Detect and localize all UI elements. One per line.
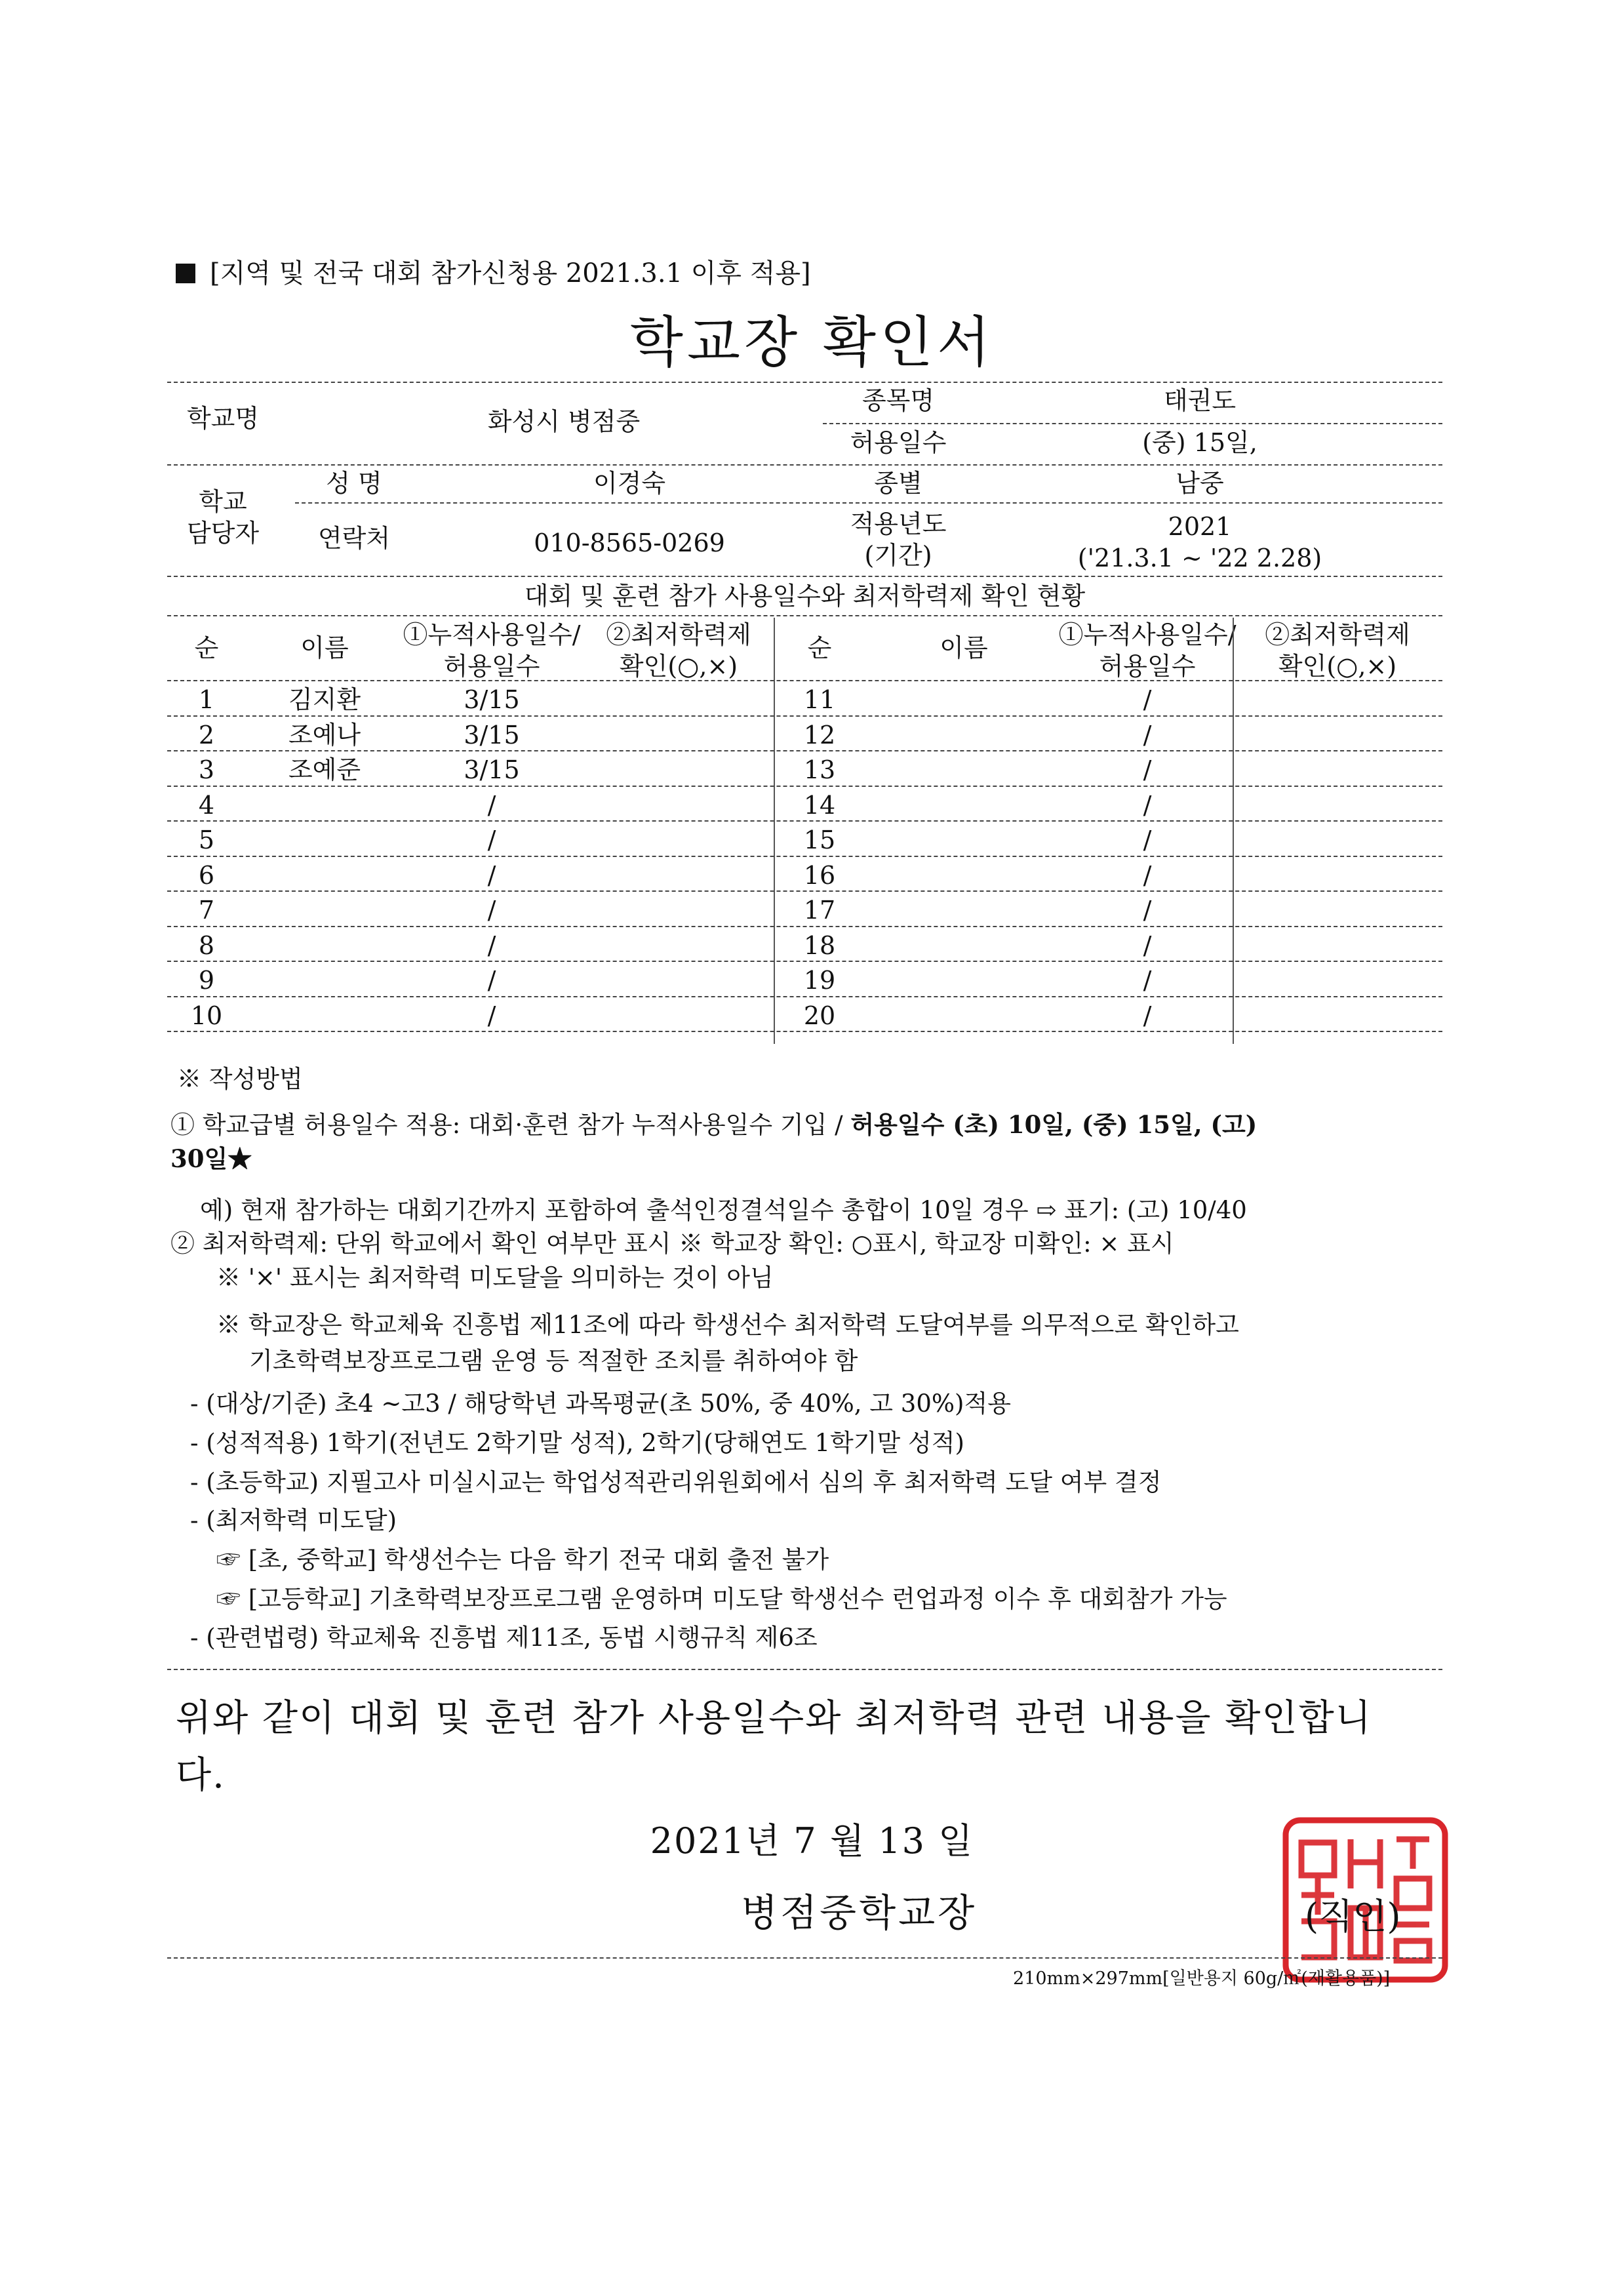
- allowed-days-value: (중) 15일,: [1142, 428, 1258, 457]
- table-cell-days: /: [1143, 790, 1152, 820]
- row-divider: [167, 961, 1442, 962]
- instruction-detail: - (초등학교) 지필고사 미실시교는 학업성적관리위원회에서 심의 후 최저학력 도달 여부 결정: [190, 1468, 1162, 1496]
- table-cell-no: 9: [198, 966, 215, 995]
- table-cell-days: /: [1143, 1001, 1152, 1030]
- instruction-note-2-cont: 기초학력보장프로그램 운영 등 적절한 조치를 취하여야 함: [249, 1347, 858, 1375]
- table-cell-no: 12: [803, 720, 836, 749]
- divider: [823, 502, 1442, 504]
- table-cell-no: 7: [198, 896, 215, 925]
- header-note-text: [지역 및 전국 대회 참가신청용 2021.3.1 이후 적용]: [210, 258, 811, 289]
- gender-value: 남중: [1176, 469, 1224, 498]
- sport-value: 태권도: [1163, 386, 1237, 415]
- instruction-note-1: ※ '×' 표시는 최저학력 미도달을 의미하는 것이 아님: [216, 1264, 774, 1292]
- instruction-item-2: ② 최저학력제: 단위 학교에서 확인 여부만 표시 ※ 학교장 확인: ○표시, 학교장 미확인: × 표시: [170, 1229, 1174, 1258]
- row-divider: [167, 820, 1442, 822]
- instruction-example: 예) 현재 참가하는 대회기간까지 포함하여 출석인정결석일수 총합이 10일 경우 ⇨ 표기: (고) 10/40: [200, 1196, 1247, 1224]
- instruction-subdetail: ☞ [초, 중학교] 학생선수는 다음 학기 전국 대회 출전 불가: [216, 1546, 829, 1574]
- row-divider: [167, 890, 1442, 892]
- table-cell-days: /: [1143, 966, 1152, 995]
- school-label: 학교명: [186, 404, 260, 433]
- divider: [167, 576, 1442, 577]
- square-bullet-icon: [176, 264, 195, 283]
- header-min: ②최저학력제 확인(○,×): [606, 620, 751, 681]
- document-date: 2021년 7 월 13 일: [650, 1820, 974, 1862]
- year-label: 적용년도 (기간): [850, 509, 947, 570]
- document-title: 학교장 확인서: [629, 310, 995, 374]
- divider: [167, 615, 1442, 616]
- instruction-item-1-text: ① 학교급별 허용일수 적용: 대회·훈련 참가 누적사용일수 기입 /: [170, 1111, 851, 1139]
- table-cell-days: /: [487, 896, 496, 925]
- name-value: 이경숙: [593, 469, 666, 498]
- row-divider: [167, 856, 1442, 857]
- gender-label: 종별: [874, 469, 922, 498]
- table-cell-no: 20: [803, 1001, 836, 1030]
- table-cell-no: 11: [803, 685, 836, 714]
- instruction-item-1: [170, 1105, 1257, 1140]
- table-cell-days: /: [487, 930, 496, 960]
- table-cell-name: 조예나: [288, 720, 361, 749]
- table-cell-days: /: [487, 826, 496, 854]
- table-cell-days: /: [487, 790, 496, 820]
- allowed-days-label: 허용일수: [850, 428, 947, 457]
- table-cell-no: 2: [198, 720, 215, 749]
- instruction-detail: - (최저학력 미도달): [190, 1506, 397, 1534]
- table-cell-no: 15: [803, 826, 836, 854]
- instruction-subdetail: ☞ [고등학교] 기초학력보장프로그램 운영하며 미도달 학생선수 런업과정 이수 후 대회참가 가능: [216, 1585, 1227, 1613]
- table-cell-days: /: [1143, 930, 1152, 960]
- table-cell-no: 19: [803, 966, 836, 995]
- instruction-item-1-bold: 허용일수 (초) 10일, (중) 15일, (고): [850, 1110, 1258, 1139]
- divider: [167, 382, 1442, 383]
- table-cell-no: 3: [198, 755, 215, 784]
- sport-label: 종목명: [862, 386, 935, 415]
- row-divider: [167, 926, 1442, 927]
- table-cell-no: 14: [803, 790, 836, 820]
- instruction-detail: - (관련법령) 학교체육 진흥법 제11조, 동법 시행규칙 제6조: [190, 1624, 818, 1652]
- principal-title: 병점중학교장: [741, 1890, 978, 1935]
- table-cell-days: /: [1143, 860, 1152, 890]
- table-cell-no: 6: [198, 860, 215, 890]
- divider: [167, 1957, 1442, 1959]
- table-cell-no: 17: [803, 896, 836, 925]
- school-value: 화성시 병점중: [487, 407, 641, 436]
- instructions-heading: ※ 작성방법: [177, 1065, 303, 1093]
- seal-label: (직인): [1305, 1896, 1401, 1937]
- table-cell-days: /: [487, 860, 496, 890]
- table-cell-days: 3/15: [464, 720, 520, 749]
- table-cell-no: 1: [198, 685, 215, 714]
- row-divider: [167, 786, 1442, 787]
- manager-label: 학교 담당자: [186, 487, 260, 548]
- row-divider: [167, 750, 1442, 751]
- table-cell-no: 18: [803, 930, 836, 960]
- table-cell-no: 4: [198, 790, 215, 820]
- header-note: [176, 252, 811, 290]
- table-cell-name: 김지환: [288, 685, 361, 714]
- table-cell-days: /: [1143, 755, 1152, 784]
- instruction-detail: - (성적적용) 1학기(전년도 2학기말 성적), 2학기(당해연도 1학기말 성적): [190, 1429, 964, 1457]
- confirmation-text: 위와 같이 대회 및 훈련 참가 사용일수와 최저학력 관련 내용을 확인합니다.: [176, 1697, 1372, 1797]
- divider: [167, 1669, 1442, 1670]
- status-title: 대회 및 훈련 참가 사용일수와 최저학력제 확인 현황: [524, 582, 1086, 610]
- header-days: ①누적사용일수/ 허용일수: [1058, 620, 1237, 681]
- row-divider: [167, 680, 1442, 681]
- table-cell-days: /: [1143, 826, 1152, 854]
- table-cell-no: 8: [198, 930, 215, 960]
- header-days: ①누적사용일수/ 허용일수: [403, 620, 581, 681]
- table-cell-days: /: [487, 966, 496, 995]
- table-cell-no: 10: [190, 1001, 223, 1030]
- table-cell-days: /: [487, 1001, 496, 1030]
- divider: [823, 423, 1442, 424]
- divider: [295, 502, 820, 504]
- instruction-item-1-cont: 30일★: [170, 1144, 252, 1173]
- instruction-detail: - (대상/기준) 초4 ~고3 / 해당학년 과목평균(초 50%, 중 40%, 고 30%)적용: [190, 1389, 1011, 1418]
- name-label: 성 명: [326, 469, 382, 498]
- table-cell-days: /: [1143, 896, 1152, 925]
- table-cell-no: 13: [803, 755, 836, 784]
- row-divider: [167, 996, 1442, 997]
- contact-value: 010-8565-0269: [534, 529, 725, 557]
- table-cell-no: 16: [803, 860, 836, 890]
- header-name: 이름: [940, 633, 988, 662]
- year-value: 2021 ('21.3.1 ~ '22 2.28): [1077, 512, 1322, 572]
- table-cell-no: 5: [198, 826, 215, 854]
- table-cell-days: 3/15: [464, 755, 520, 784]
- table-cell-days: /: [1143, 720, 1152, 749]
- table-cell-days: /: [1143, 685, 1152, 714]
- divider: [167, 464, 1442, 466]
- header-min: ②최저학력제 확인(○,×): [1265, 620, 1410, 681]
- header-name: 이름: [300, 633, 349, 662]
- table-cell-name: 조예준: [288, 755, 361, 784]
- table-cell-days: 3/15: [464, 685, 520, 714]
- paper-spec-footer: 210mm×297mm[일반용지 60g/㎡(재활용품)]: [1013, 1968, 1391, 1989]
- header-no: 순: [194, 633, 219, 662]
- row-divider: [167, 715, 1442, 717]
- row-divider: [167, 1031, 1442, 1032]
- contact-label: 연락처: [317, 524, 391, 553]
- instruction-note-2: ※ 학교장은 학교체육 진흥법 제11조에 따라 학생선수 최저학력 도달여부를 의무적으로 확인하고: [216, 1311, 1239, 1339]
- header-no: 순: [807, 633, 832, 662]
